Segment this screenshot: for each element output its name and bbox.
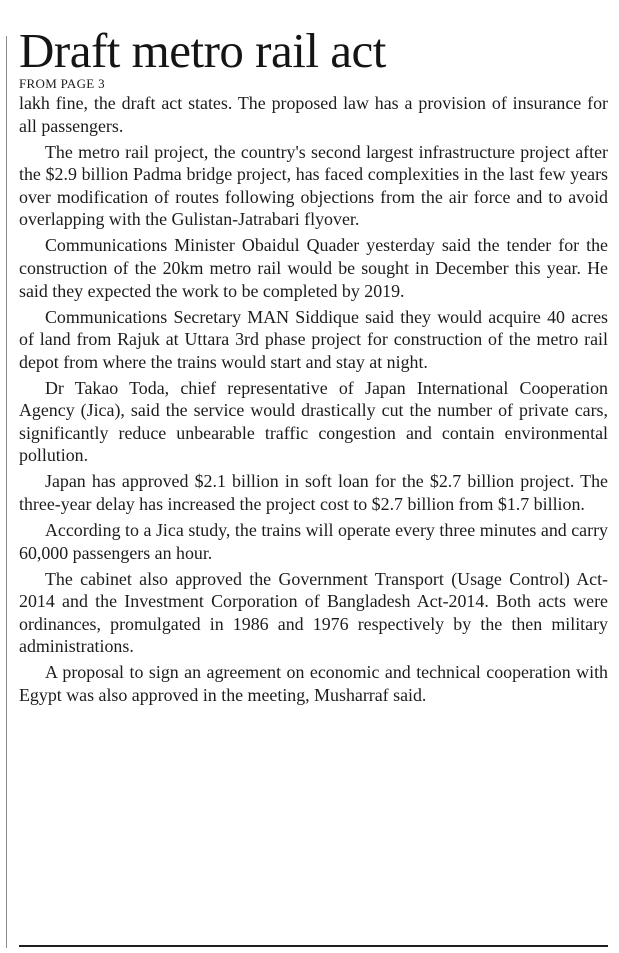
news-article xyxy=(19,0,608,710)
continued-from-label: FROM PAGE 3 xyxy=(19,76,105,91)
article-headline: Draft metro rail act xyxy=(19,23,386,78)
article-paragraph: Dr Takao Toda, chief representative of Japan International Cooperation Agency (Jica), said the service would drastically cut the number of private cars, significantly reduce unbearable traffic congestion and contain environmental pollution. xyxy=(19,377,608,466)
column-divider-line xyxy=(6,36,7,948)
article-paragraph: According to a Jica study, the trains will operate every three minutes and carry 60,000 passengers an hour. xyxy=(19,520,608,563)
article-end-rule xyxy=(19,945,608,947)
article-paragraph: The cabinet also approved the Government Transport (Usage Control) Act-2014 and the Investment Corporation of Bangladesh Act-2014. Both acts were ordinances, promulgated in 1986 and 1976 respectively by the then military administrations. xyxy=(19,568,608,657)
article-paragraph: lakh fine, the draft act states. The proposed law has a provision of insurance for all passengers. xyxy=(19,93,608,136)
article-paragraph: Communications Secretary MAN Siddique said they would acquire 40 acres of land from Rajuk at Uttara 3rd phase project for construction of the metro rail depot from where the trains would start and stay at night. xyxy=(19,306,608,372)
article-paragraph: A proposal to sign an agreement on economic and technical cooperation with Egypt was also approved in the meeting, Musharraf said. xyxy=(19,662,608,705)
article-body xyxy=(19,92,608,707)
article-paragraph: Communications Minister Obaidul Quader yesterday said the tender for the construction of the 20km metro rail would be sought in December this year. He said they expected the work to be completed by 2019. xyxy=(19,235,608,301)
article-paragraph: Japan has approved $2.1 billion in soft loan for the $2.7 billion project. The three-year delay has increased the project cost to $2.7 billion from $1.7 billion. xyxy=(19,471,608,515)
article-paragraph: The metro rail project, the country's second largest infrastructure project after the $2.9 billion Padma bridge project, has faced complexities in the last few years over modification of routes following objections from the air force and to avoid overlapping with the Gulistan-Jatrabari flyover. xyxy=(19,141,608,230)
